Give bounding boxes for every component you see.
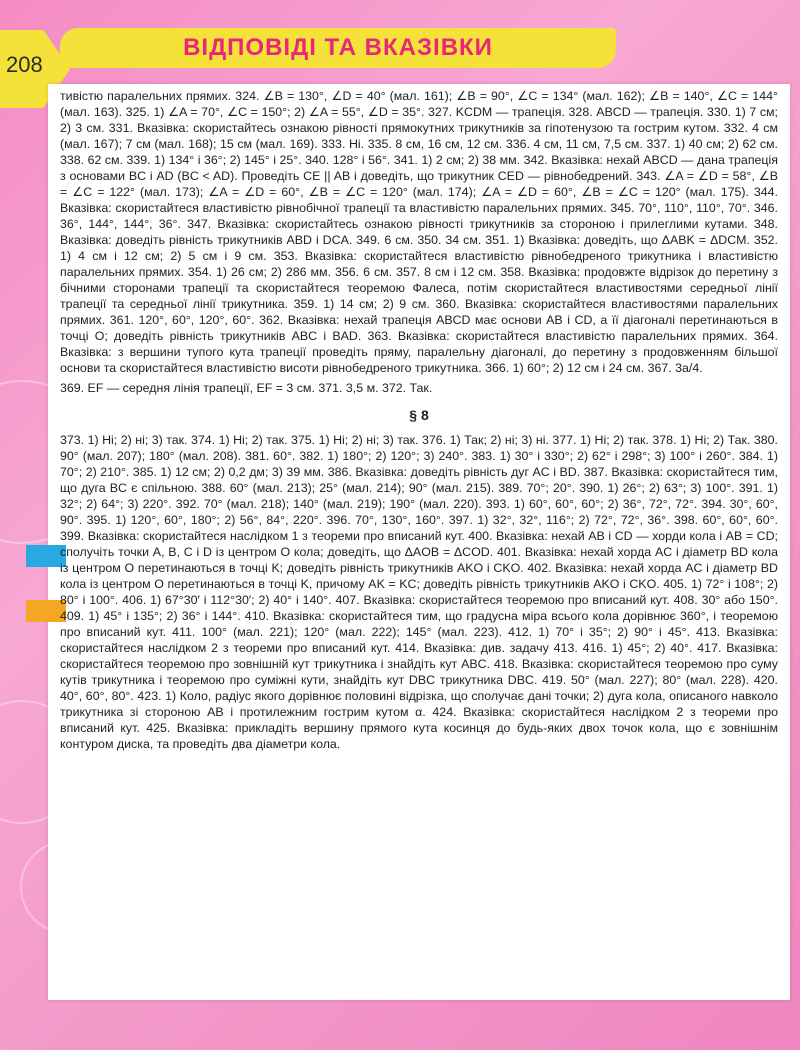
answers-text: [60, 88, 778, 752]
answers-paragraph: 369. EF — середня лінія трапеції, EF = 3 см. 371. 3,5 м. 372. Так.: [60, 381, 433, 395]
page-number: 208: [6, 52, 43, 77]
page-title: ВІДПОВІДІ ТА ВКАЗІВКИ: [183, 34, 493, 61]
answers-paragraph: 373. 1) Ні; 2) ні; 3) так. 374. 1) Ні; 2) так. 375. 1) Ні; 2) ні; 3) так. 376. 1) Так; 2) ні; 3) ні. 377. 1) Ні; 2) так. 378. 1) Ні; 2) Так. 380. 90° (мал. 207); 180° (мал. 208). 381. 60°. 382. 1) 180°; 2) 120°; 3) 240°. 383. 1) 30° і 330°; 2) 62° і 298°; 3) 100° і 260°. 384. 1) 70°; 2) 210°. 385. 1) 12 см; 2) 0,2 дм; 3) 39 мм. 386. Вказівка: доведіть рівність дуг AC і BD. 387. Вказівка: скористайтеся тим, що дуга BC є спільною. 388. 60° (мал. 213); 25° (мал. 214); 90° (мал. 215). 389. 70°; 20°. 390. 1) 26°; 2) 63°; 3) 100°. 391. 1) 32°; 2) 64°; 3) 220°. 392. 70° (мал. 218); 140° (мал. 219); 190° (мал. 220). 393. 1) 60°, 60°, 60°; 2) 36°, 72°, 72°. 394. 30°, 60°, 90°. 395. 1) 120°, 60°, 180°; 2) 56°, 84°, 220°. 396. 70°, 130°, 160°. 397. 1) 32°, 32°, 116°; 2) 72°, 72°, 36°. 398. 60°, 60°, 60°. 399. Вказівка: скористайтеся наслідком 1 з теореми про вписаний кут. 400. Вказівка: нехай AB і CD — хорди кола і AB = CD; сполучіть точки A, B, C і D із центром O кола; доведіть, що ΔAOB = ΔCOD. 401. Вказівка: нехай хорда AC і діаметр BD кола із центром O перетинаються в точці K; доведіть рівність трикутників AKO і CKO. 402. Вказівка: нехай хорда AC і діаметр BD кола із центром O перетинаються в точці K, причому AK = KC; доведіть рівність трикутників AKO і CKO. 405. 1) 72° і 108°; 2) 80° і 100°. 406. 1) 67°30′ і 112°30′; 2) 40° і 140°. 407. Вказівка: скористайтеся теоремою про вписаний кут. 408. 30° або 150°. 409. 1) 45° і 135°; 2) 36° і 144°. 410. Вказівка: скористайтеся тим, що градусна міра всього кола дорівнює 360°, і теоремою про вписаний кут. 411. 100° (мал. 221); 120° (мал. 222); 145° (мал. 223). 412. 1) 70° і 35°; 2) 90° і 45°. 413. Вказівка: скористайтеся наслідком 2 з теореми про вписаний кут. 414. Вказівка: див. задачу 413. 416. 1) 45°; 2) 40°. 417. Вказівка: скористайтеся теоремою про зовнішній кут трикутника і знайдіть кут ABC. 418. Вказівка: скористайтеся теоремою про суму кутів трикутника і теоремою про суміжні кути, знайдіть кут DBC трикутника DBC. 419. 50° (мал. 227); 80° (мал. 228). 420. 40°, 60°, 80°. 423. 1) Коло, радіус якого дорівнює половині відрізка, що сполучає дані точки; 2) дуга кола, описаного навколо трикутника зі стороною AB і протилежним гострим кутом α. 424. Вказівка: скористайтеся наслідком 2 з теореми про вписаний кут. 425. Вказівка: прикладіть вершину прямого кута косинця до будь-яких двох точок кола, що є зовнішнім контуром диска, та проведіть два діаметри кола.: [60, 433, 778, 752]
header-banner: [60, 28, 616, 68]
section-heading: § 8: [409, 407, 429, 423]
answers-paragraph: тивістю паралельних прямих. 324. ∠B = 130°, ∠D = 40° (мал. 161); ∠B = 90°, ∠C = 134° (мал. 162); ∠B = 140°, ∠C = 144° (мал. 163). 325. 1) ∠A = 70°, ∠C = 150°; 2) ∠A = 55°, ∠D = 35°. 327. KCDM — трапеція. 328. ABCD — трапеція. 330. 1) 7 см; 2) 3 см. 331. Вказівка: скористайтесь ознакою рівності прямокутних трикутників за гіпотенузою та гострим кутом. 332. 4 см (мал. 167); 7 см (мал. 168); 15 см (мал. 169). 333. Ні. 335. 8 см, 16 см, 12 см. 336. 4 см, 11 см, 7,5 см. 337. 1) 40 см; 2) 62 см. 338. 62 см. 339. 1) 134° і 36°; 2) 145° і 25°. 340. 128° і 56°. 341. 1) 2 см; 2) 38 мм. 342. Вказівка: нехай ABCD — дана трапеція з основами BC і AD (BC < AD). Проведіть CE || AB і доведіть, що трикутник CED — рівнобедрений. 343. ∠A = ∠D = 58°, ∠B = ∠C = 122° (мал. 173); ∠A = ∠D = 60°, ∠B = ∠C = 120° (мал. 174); ∠A = ∠D = 60°, ∠B = ∠C = 120° (мал. 175). 344. Вказівка: скористайтеся властивістю рівнобічної трапеції та властивістю паралельних прямих. 345. 70°, 110°, 110°, 70°. 346. 36°, 144°, 144°, 36°. 347. Вказівка: скористайтесь ознакою рівності трикутників за стороною і прилеглими кутами. 348. Вказівка: доведіть рівність трикутників ABD і DCA. 349. 6 см. 350. 34 см. 351. 1) Вказівка: доведіть, що ΔABK = ΔDCM. 352. 1) 4 см і 12 см; 2) 5 см і 9 см. 353. Вказівка: скористайтеся властивістю рівнобедреного трикутника і властивістю паралельних прямих. 354. 1) 26 см; 2) 286 мм. 356. 6 см. 357. 8 см і 12 см. 358. Вказівка: продовжте відрізок до перетину з бічними сторонами трапеції та скористайтеся теоремою Фалеса, потім скористайтеся властивостями середньої лінії трапеції та середньої лінії трикутника. 359. 1) 14 см; 2) 9 см. 360. Вказівка: скористайтеся властивостями паралельних прямих. 361. 120°, 60°, 120°, 60°. 362. Вказівка: нехай трапеція ABCD має основи AB і CD, а її діагоналі перетинаються в точці O; доведіть рівність трикутників ABC і BAD. 363. Вказівка: скористайтеся властивістю паралельних прямих. 364. Вказівка: з вершини тупого кута трапеції проведіть пряму, паралельну діагоналі, до перетину з продовженням більшої основи та скористайтеся властивістю висоти рівнобедреного трикутника. 366. 1) 60°; 2) 12 см і 24 см. 367. 3a/4.: [60, 89, 778, 375]
